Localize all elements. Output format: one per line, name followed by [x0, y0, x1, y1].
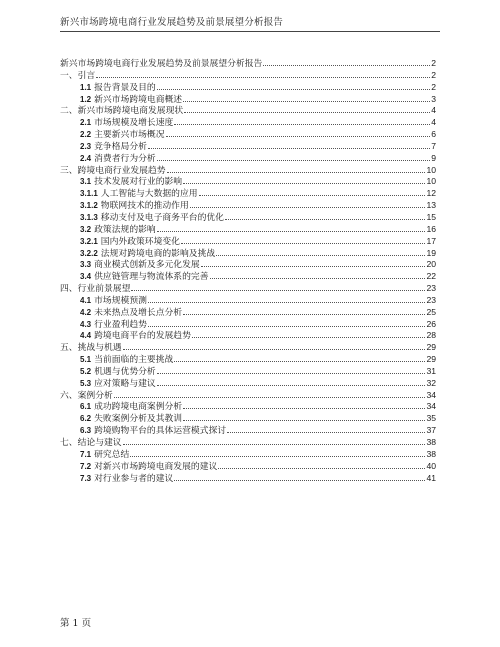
toc-entry-title: 新兴市场跨境电商行业发展趋势及前景展望分析报告	[60, 59, 263, 69]
toc-entry-number: 3.3	[80, 260, 92, 270]
toc-leader-dots	[184, 106, 430, 113]
toc-entry-page: 29	[426, 354, 436, 365]
toc-entry-number: 4.2	[80, 307, 92, 317]
toc-entry-page: 25	[426, 306, 436, 317]
toc-entry-page: 2	[431, 58, 436, 68]
toc-entry-number: 2.2	[80, 130, 92, 140]
toc-leader-dots	[263, 59, 430, 66]
toc-entry-number: 7.2	[80, 461, 92, 471]
toc-leader-dots	[227, 426, 425, 433]
toc-entry-title: 未来热点及增长点分析	[94, 307, 183, 318]
toc-entry-page: 19	[426, 247, 436, 258]
toc-leader-dots	[183, 414, 425, 421]
toc-entry-title: 三、跨境电商行业发展趋势	[60, 165, 166, 176]
toc-entry[interactable]	[60, 354, 436, 366]
toc-entry-page: 20	[426, 259, 436, 270]
toc-entry-title: 四、行业前景展望	[60, 284, 131, 295]
toc-entry[interactable]	[60, 330, 436, 342]
toc-entry-title: 研究总结	[94, 449, 130, 460]
toc-entry[interactable]	[60, 105, 436, 117]
table-of-contents	[60, 58, 436, 484]
toc-entry-title: 法规对跨境电商的影响及挑战	[100, 248, 216, 259]
toc-entry[interactable]	[60, 319, 436, 331]
toc-entry-title: 供应链管理与物流体系的完善	[94, 272, 209, 283]
toc-leader-dots	[130, 450, 425, 457]
toc-leader-dots	[225, 213, 425, 220]
toc-entry-title: 机遇与优势分析	[94, 366, 156, 377]
toc-entry-title: 政策法规的影响	[94, 224, 156, 235]
toc-entry[interactable]	[60, 378, 436, 390]
toc-entry-page: 38	[426, 448, 436, 459]
toc-leader-dots	[216, 249, 425, 256]
toc-entry-title: 一、引言	[60, 70, 96, 81]
toc-entry-title: 人工智能与大数据的应用	[100, 189, 198, 200]
toc-entry[interactable]	[60, 129, 436, 141]
toc-leader-dots	[123, 438, 426, 445]
toc-entry[interactable]	[60, 176, 436, 188]
toc-entry-page: 6	[431, 129, 436, 140]
toc-entry-number: 3.2	[80, 224, 92, 234]
toc-entry[interactable]	[60, 165, 436, 177]
toc-entry-page: 2	[431, 69, 436, 80]
toc-entry-page: 23	[426, 283, 436, 294]
toc-entry[interactable]	[60, 283, 436, 295]
toc-entry-title: 五、挑战与机遇	[60, 343, 122, 354]
toc-entry-page: 4	[431, 105, 436, 116]
toc-leader-dots	[174, 355, 425, 362]
toc-entry-number: 6.2	[80, 414, 92, 424]
toc-entry-title: 国内外政策环境变化	[100, 236, 180, 247]
toc-entry[interactable]	[60, 449, 436, 461]
toc-entry-number: 6.1	[80, 402, 92, 412]
toc-entry-number: 7.1	[80, 449, 92, 459]
toc-entry-number: 3.4	[80, 272, 92, 282]
toc-leader-dots	[183, 95, 430, 102]
header-divider	[60, 31, 440, 32]
toc-entry-title: 失败案例分析及其教训	[94, 414, 183, 425]
toc-entry[interactable]	[60, 473, 436, 485]
toc-entry[interactable]	[60, 413, 436, 425]
toc-entry[interactable]	[60, 295, 436, 307]
toc-entry-title: 消费者行为分析	[94, 153, 156, 164]
toc-entry-number: 3.2.2	[80, 248, 98, 258]
toc-leader-dots	[218, 462, 425, 469]
toc-entry-page: 28	[426, 330, 436, 341]
toc-entry-page: 23	[426, 294, 436, 305]
toc-entry-title: 对新兴市场跨境电商发展的建议	[94, 461, 218, 472]
toc-leader-dots	[114, 391, 426, 398]
toc-entry[interactable]	[60, 212, 436, 224]
toc-entry[interactable]	[60, 390, 436, 402]
toc-entry-number: 1.1	[80, 82, 92, 92]
toc-entry-title: 六、案例分析	[60, 390, 113, 401]
toc-leader-dots	[183, 308, 425, 315]
toc-entry-page: 3	[431, 93, 436, 104]
toc-entry-number: 2.3	[80, 141, 92, 151]
toc-entry[interactable]	[60, 461, 436, 473]
toc-entry-number: 2.4	[80, 153, 92, 163]
toc-entry-title: 新兴市场跨境电商概述	[94, 94, 183, 105]
toc-entry-title: 物联网技术的推动作用	[100, 201, 189, 212]
toc-entry[interactable]	[60, 153, 436, 165]
toc-entry[interactable]	[60, 248, 436, 260]
toc-entry-title: 技术发展对行业的影响	[94, 177, 183, 188]
toc-entry[interactable]	[60, 437, 436, 449]
toc-entry-page: 4	[431, 117, 436, 128]
toc-entry-page: 32	[426, 377, 436, 388]
toc-leader-dots	[157, 367, 426, 374]
toc-entry-page: 15	[426, 211, 436, 222]
toc-leader-dots	[157, 379, 426, 386]
toc-entry-title: 商业模式创新及多元化发展	[94, 260, 200, 271]
toc-entry-page: 34	[426, 401, 436, 412]
toc-entry-page: 41	[426, 472, 436, 483]
toc-entry-page: 13	[426, 200, 436, 211]
toc-leader-dots	[131, 284, 425, 291]
toc-leader-dots	[157, 83, 431, 90]
toc-leader-dots	[183, 177, 425, 184]
toc-entry[interactable]	[60, 259, 436, 271]
toc-entry-page: 40	[426, 460, 436, 471]
toc-leader-dots	[148, 320, 426, 327]
page-header: 新兴市场跨境电商行业发展趋势及前景展望分析报告	[60, 17, 284, 28]
toc-entry-title: 跨境购物平台的具体运营模式探讨	[94, 426, 227, 437]
toc-entry-page: 9	[431, 152, 436, 163]
toc-entry-page: 7	[431, 140, 436, 151]
toc-entry-title: 主要新兴市场概况	[94, 130, 165, 141]
toc-entry[interactable]	[60, 401, 436, 413]
toc-entry[interactable]	[60, 58, 436, 70]
toc-entry-page: 16	[426, 223, 436, 234]
toc-leader-dots	[183, 402, 425, 409]
toc-entry[interactable]	[60, 342, 436, 354]
toc-entry-page: 31	[426, 365, 436, 376]
toc-entry-page: 10	[426, 164, 436, 175]
toc-entry-title: 竞争格局分析	[94, 141, 147, 152]
toc-entry-title: 市场规模预测	[94, 295, 147, 306]
toc-entry-number: 7.3	[80, 473, 92, 483]
toc-entry-title: 行业盈利趋势	[94, 319, 147, 330]
toc-entry-title: 跨境电商平台的发展趋势	[94, 331, 191, 342]
toc-entry-number: 4.4	[80, 331, 92, 341]
toc-leader-dots	[174, 118, 430, 125]
toc-leader-dots	[148, 142, 430, 149]
toc-entry[interactable]	[60, 117, 436, 129]
toc-entry-page: 10	[426, 176, 436, 187]
toc-entry[interactable]	[60, 366, 436, 378]
toc-entry-page: 38	[426, 437, 436, 447]
toc-entry-number: 2.1	[80, 118, 92, 128]
toc-entry-number: 5.3	[80, 378, 92, 388]
toc-entry[interactable]	[60, 200, 436, 212]
toc-leader-dots	[210, 272, 426, 279]
toc-entry-page: 37	[426, 425, 436, 436]
toc-leader-dots	[157, 154, 431, 161]
toc-entry-title: 二、新兴市场跨境电商发展现状	[60, 106, 184, 117]
toc-entry-number: 4.1	[80, 295, 92, 305]
toc-entry-page: 26	[426, 318, 436, 329]
toc-entry-number: 3.1.2	[80, 201, 98, 211]
toc-leader-dots	[181, 237, 425, 244]
toc-leader-dots	[174, 474, 425, 481]
toc-entry-title: 应对策略与建议	[94, 378, 156, 389]
toc-entry[interactable]	[60, 70, 436, 82]
toc-leader-dots	[199, 189, 426, 196]
toc-leader-dots	[96, 71, 430, 78]
toc-entry-page: 22	[426, 271, 436, 282]
toc-leader-dots	[190, 201, 426, 208]
toc-entry-title: 报告背景及目的	[94, 82, 156, 93]
toc-entry[interactable]	[60, 94, 436, 106]
toc-entry-page: 35	[426, 413, 436, 424]
toc-entry-page: 17	[426, 235, 436, 246]
toc-entry-page: 29	[426, 342, 436, 353]
toc-entry-number: 3.1.3	[80, 212, 98, 222]
toc-entry[interactable]	[60, 82, 436, 94]
toc-entry-title: 移动支付及电子商务平台的优化	[100, 212, 224, 223]
toc-entry-number: 1.2	[80, 94, 92, 104]
toc-entry-page: 2	[431, 81, 436, 92]
toc-entry-number: 3.2.1	[80, 236, 98, 246]
toc-entry[interactable]	[60, 236, 436, 248]
toc-entry-number: 3.1.1	[80, 189, 98, 199]
toc-leader-dots	[157, 225, 426, 232]
toc-entry-number: 4.3	[80, 319, 92, 329]
toc-entry-page: 12	[426, 188, 436, 199]
toc-entry-title: 七、结论与建议	[60, 438, 122, 448]
toc-entry[interactable]	[60, 425, 436, 437]
toc-entry[interactable]	[60, 188, 436, 200]
toc-leader-dots	[148, 296, 426, 303]
toc-entry[interactable]	[60, 307, 436, 319]
toc-leader-dots	[123, 343, 426, 350]
toc-leader-dots	[192, 331, 426, 338]
toc-entry-number: 5.2	[80, 366, 92, 376]
toc-entry-number: 6.3	[80, 426, 92, 436]
toc-entry[interactable]	[60, 224, 436, 236]
toc-entry-number: 3.1	[80, 177, 92, 187]
toc-entry[interactable]	[60, 141, 436, 153]
toc-leader-dots	[167, 166, 426, 173]
toc-entry-title: 市场规模及增长速度	[94, 118, 174, 129]
toc-leader-dots	[201, 260, 426, 267]
toc-entry-title: 成功跨境电商案例分析	[94, 402, 183, 413]
toc-entry[interactable]	[60, 271, 436, 283]
toc-leader-dots	[166, 130, 431, 137]
toc-entry-title: 对行业参与者的建议	[94, 473, 174, 484]
toc-entry-title: 当前面临的主要挑战	[94, 355, 174, 366]
toc-entry-number: 5.1	[80, 355, 92, 365]
page-number: 第 1 页	[60, 618, 92, 629]
toc-entry-page: 34	[426, 389, 436, 400]
